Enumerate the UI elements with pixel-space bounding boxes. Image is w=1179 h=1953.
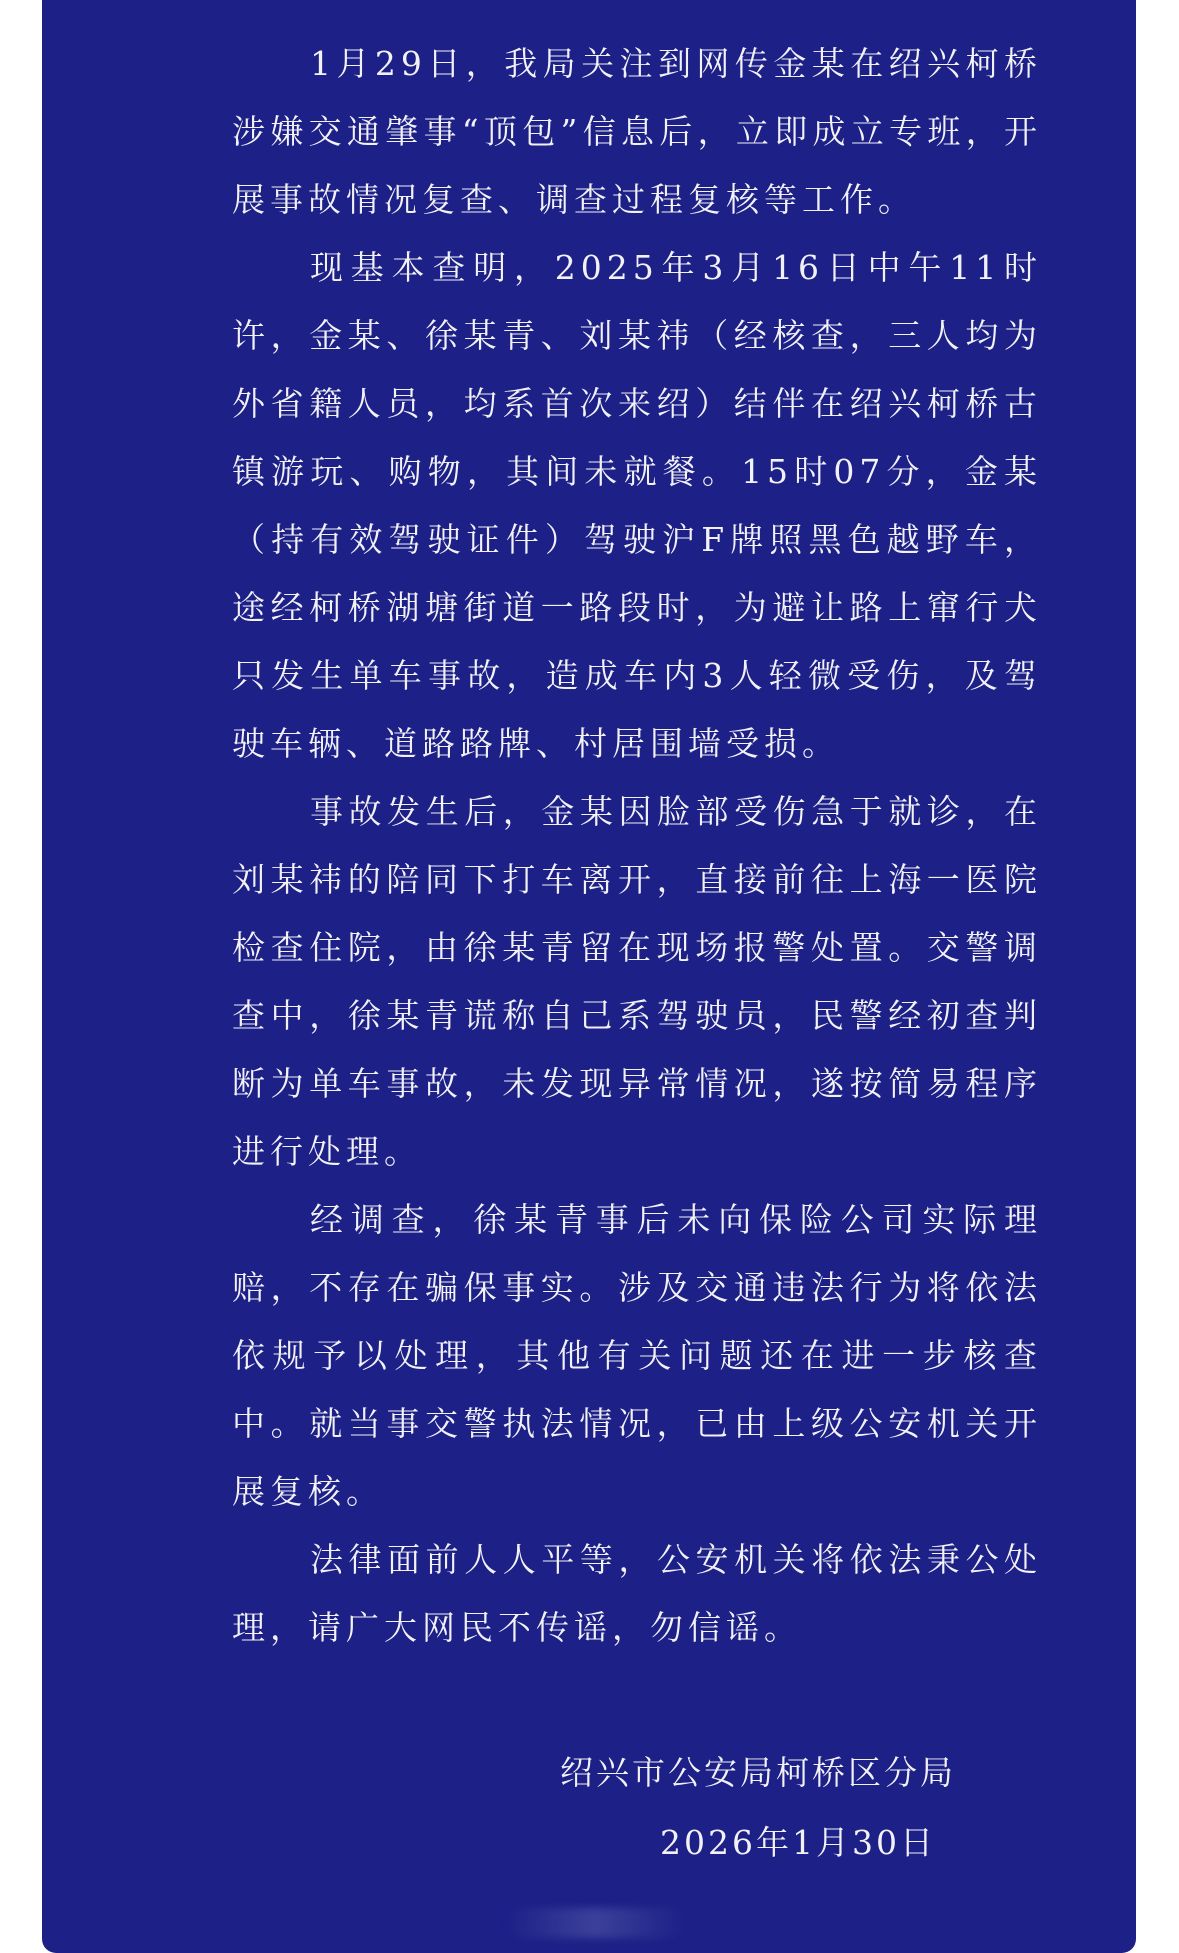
issue-date: 2026年1月30日	[660, 1823, 936, 1862]
paragraph-findings: 现基本查明，2025年3月16日中午11时许，金某、徐某青、刘某祎（经核查，三人均为外省籍人员，均系首次来绍）结伴在绍兴柯桥古镇游玩、购物，其间未就餐。15时07分，金某（持有效驾驶证件）驾驶沪F牌照黑色越野车，途经柯桥湖塘街道一路段时，为避让路上窜行犬只发生单车事故，造成车内3人轻微受伤，及驾驶车辆、道路路牌、村居围墙受损。	[232, 248, 1042, 763]
paragraph-closing: 法律面前人人平等，公安机关将依法秉公处理，请广大网民不传谣，勿信谣。	[232, 1540, 1042, 1647]
notice-body	[232, 30, 1042, 1662]
paragraph-investigation: 经调查，徐某青事后未向保险公司实际理赔，不存在骗保事实。涉及交通违法行为将依法依规予以处理，其他有关问题还在进一步核查中。就当事交警执法情况，已由上级公安机关开展复核。	[232, 1200, 1042, 1511]
paragraph-inquiry: 1月29日，我局关注到网传金某在绍兴柯桥涉嫌交通肇事“顶包”信息后，立即成立专班，开展事故情况复查、调查过程复核等工作。	[232, 44, 1042, 219]
signature-block	[560, 1738, 956, 1878]
notice-card	[42, 0, 1136, 1953]
paragraph-after-accident: 事故发生后，金某因脸部受伤急于就诊，在刘某祎的陪同下打车离开，直接前往上海一医院检查住院，由徐某青留在现场报警处置。交警调查中，徐某青谎称自己系驾驶员，民警经初查判断为单车事故，未发现异常情况，遂按简易程序进行处理。	[232, 792, 1042, 1171]
issuer-name: 绍兴市公安局柯桥区分局	[560, 1753, 956, 1792]
watermark	[505, 1908, 685, 1938]
